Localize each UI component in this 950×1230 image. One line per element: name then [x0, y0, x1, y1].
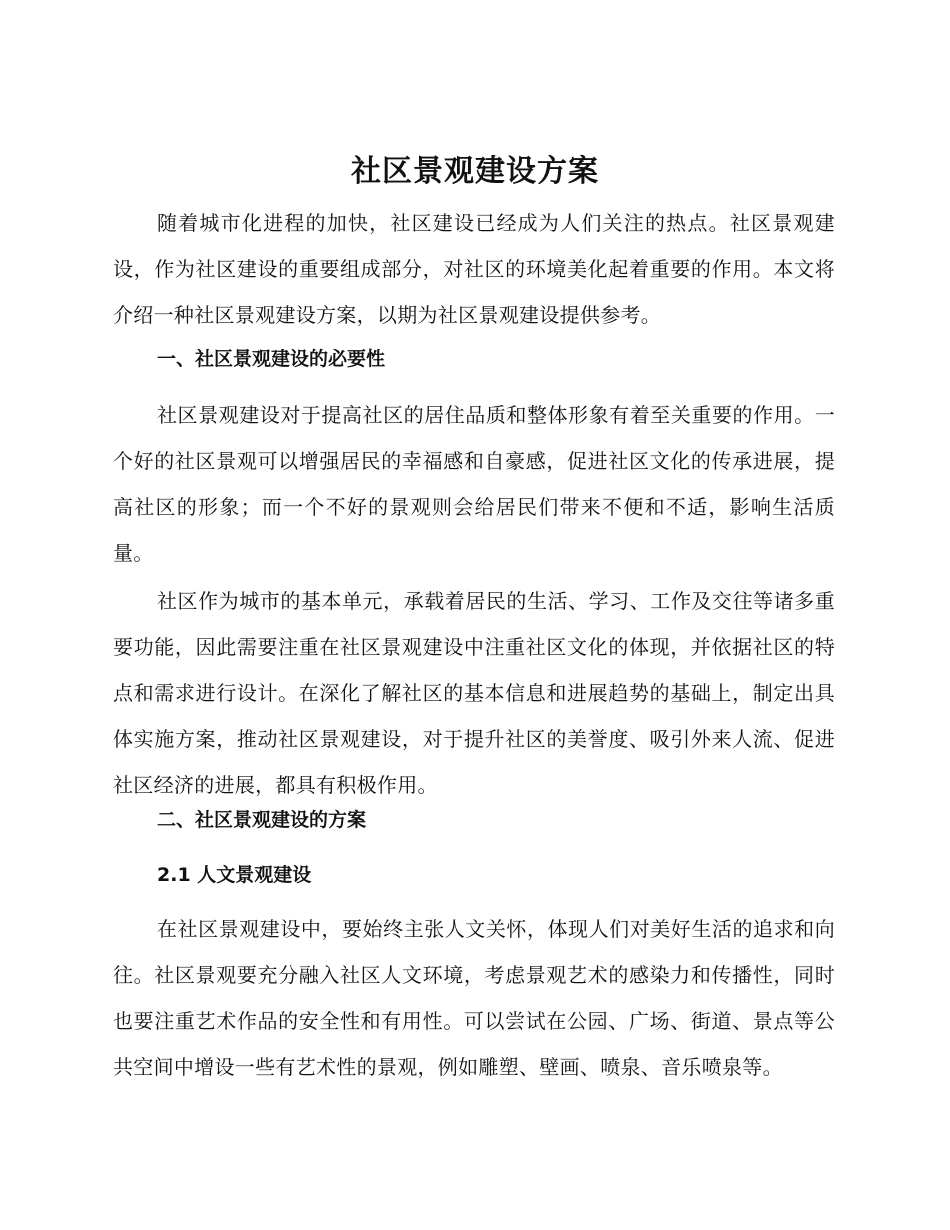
necessity-paragraph-1: 社区景观建设对于提高社区的居住品质和整体形象有着至关重要的作用。一个好的社区景观可以增强居民的幸福感和自豪感，促进社区文化的传承进展，提高社区的形象；而一个不好的景观则会给居民们带来不便和不适，影响生活质量。 — [113, 403, 835, 565]
humanistic-paragraph: 在社区景观建设中，要始终主张人文关怀，体现人们对美好生活的追求和向往。社区景观要充分融入社区人文环境，考虑景观艺术的感染力和传播性，同时也要注重艺术作品的安全性和有用性。可以尝试在公园、广场、街道、景点等公共空间中增设一些有艺术性的景观，例如雕塑、壁画、喷泉、音乐喷泉等。 — [113, 917, 835, 1079]
section-heading-necessity: 一、社区景观建设的必要性 — [157, 348, 386, 370]
intro-paragraph: 随着城市化进程的加快，社区建设已经成为人们关注的热点。社区景观建设，作为社区建设的重要组成部分，对社区的环境美化起着重要的作用。本文将介绍一种社区景观建设方案，以期为社区景观建设提供参考。 — [113, 211, 835, 327]
subsection-heading-humanistic: 2.1 人文景观建设 — [157, 864, 312, 886]
necessity-paragraph-2: 社区作为城市的基本单元，承载着居民的生活、学习、工作及交往等诸多重要功能，因此需要注重在社区景观建设中注重社区文化的体现，并依据社区的特点和需求进行设计。在深化了解社区的基本信息和进展趋势的基础上，制定出具体实施方案，推动社区景观建设，对于提升社区的美誉度、吸引外来人流、促进社区经济的进展，都具有积极作用。 — [113, 589, 835, 797]
document-title: 社区景观建设方案 — [351, 154, 599, 189]
section-heading-plan: 二、社区景观建设的方案 — [157, 809, 367, 831]
